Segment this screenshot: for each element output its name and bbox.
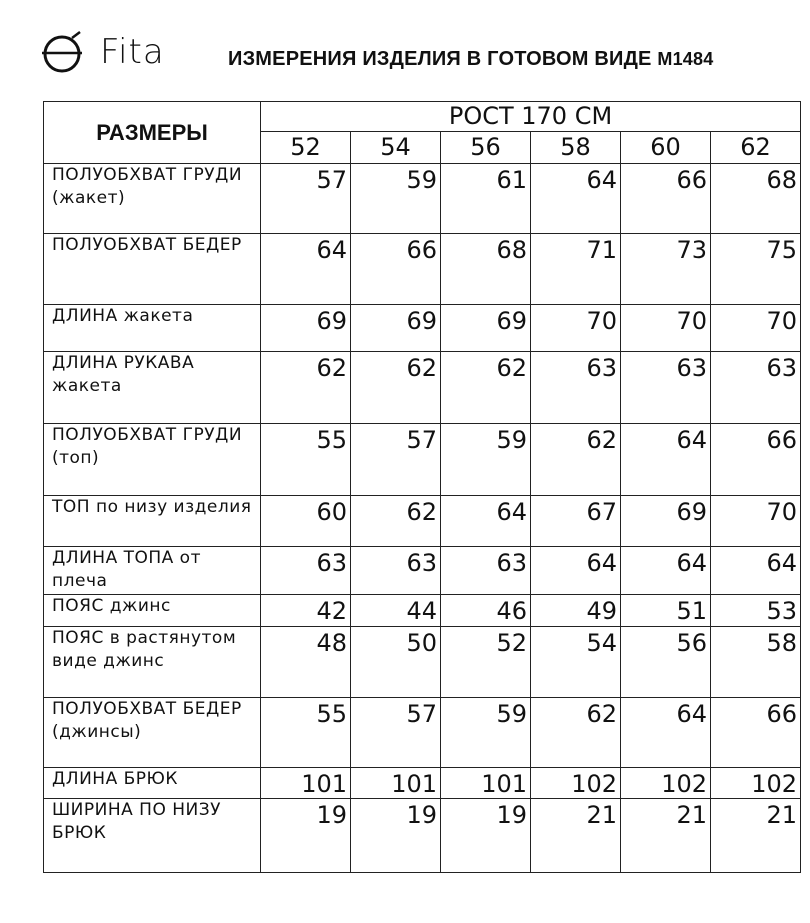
measurement-value: 102 [621, 768, 711, 799]
brand-logo [42, 28, 192, 78]
measurement-value: 44 [351, 595, 441, 627]
measurement-value: 70 [711, 305, 801, 352]
measurement-value: 21 [621, 799, 711, 873]
measurement-label: ПОЛУОБХВАТ ГРУДИ (топ) [44, 424, 261, 496]
model-code: М1484 [657, 49, 714, 69]
measurement-value: 102 [531, 768, 621, 799]
measurement-value: 59 [441, 698, 531, 768]
measurement-value: 57 [351, 424, 441, 496]
measurement-value: 66 [621, 164, 711, 234]
measurement-value: 19 [441, 799, 531, 873]
table-row [44, 234, 801, 305]
table-row [44, 547, 801, 595]
measurement-value: 64 [531, 164, 621, 234]
measurement-value: 70 [711, 496, 801, 547]
table-row [44, 768, 801, 799]
measurement-value: 69 [261, 305, 351, 352]
measurement-value: 60 [261, 496, 351, 547]
measurement-value: 21 [711, 799, 801, 873]
header-row-group [44, 102, 801, 132]
measurement-value: 56 [621, 627, 711, 698]
measurement-value: 64 [711, 547, 801, 595]
measurement-value: 61 [441, 164, 531, 234]
corner-label: РАЗМЕРЫ [44, 102, 261, 164]
measurement-value: 69 [441, 305, 531, 352]
measurement-value: 75 [711, 234, 801, 305]
measurement-value: 58 [711, 627, 801, 698]
fita-logo-icon [42, 30, 96, 76]
measurement-value: 64 [441, 496, 531, 547]
measurement-label: ДЛИНА БРЮК [44, 768, 261, 799]
measurement-value: 55 [261, 424, 351, 496]
measurement-label: ПОЛУОБХВАТ БЕДЕР [44, 234, 261, 305]
measurement-value: 62 [261, 352, 351, 424]
measurement-value: 70 [621, 305, 711, 352]
measurement-value: 66 [711, 698, 801, 768]
measurement-label: ДЛИНА жакета [44, 305, 261, 352]
measurement-value: 19 [261, 799, 351, 873]
document-title [228, 48, 713, 71]
measurement-value: 51 [621, 595, 711, 627]
size-header: 60 [621, 132, 711, 164]
measurement-label: ТОП по низу изделия [44, 496, 261, 547]
measurement-value: 46 [441, 595, 531, 627]
title-main: ИЗМЕРЕНИЯ ИЗДЕЛИЯ В ГОТОВОМ ВИДЕ [228, 48, 652, 70]
table-row [44, 496, 801, 547]
measurement-value: 68 [441, 234, 531, 305]
measurement-label: ПОЯС джинс [44, 595, 261, 627]
size-header: 52 [261, 132, 351, 164]
table-row [44, 352, 801, 424]
measurement-value: 63 [531, 352, 621, 424]
measurement-value: 48 [261, 627, 351, 698]
measurement-label: ШИРИНА ПО НИЗУ БРЮК [44, 799, 261, 873]
measurement-value: 62 [531, 424, 621, 496]
measurement-value: 73 [621, 234, 711, 305]
brand-name: Fita [100, 32, 165, 72]
table-row [44, 627, 801, 698]
measurement-value: 63 [261, 547, 351, 595]
measurement-value: 53 [711, 595, 801, 627]
measurement-value: 19 [351, 799, 441, 873]
size-chart-table [43, 101, 801, 873]
measurement-value: 62 [441, 352, 531, 424]
measurement-label: ДЛИНА РУКАВА жакета [44, 352, 261, 424]
measurement-value: 63 [441, 547, 531, 595]
measurement-value: 64 [621, 698, 711, 768]
measurement-value: 63 [351, 547, 441, 595]
table-row [44, 799, 801, 873]
measurement-value: 64 [621, 547, 711, 595]
measurement-value: 102 [711, 768, 801, 799]
measurement-value: 64 [261, 234, 351, 305]
measurement-value: 49 [531, 595, 621, 627]
measurement-value: 55 [261, 698, 351, 768]
measurement-value: 101 [351, 768, 441, 799]
table-row [44, 424, 801, 496]
measurement-value: 63 [711, 352, 801, 424]
height-group-label: РОСТ 170 СМ [261, 102, 801, 132]
measurement-value: 54 [531, 627, 621, 698]
size-header: 56 [441, 132, 531, 164]
measurement-value: 52 [441, 627, 531, 698]
measurement-value: 69 [621, 496, 711, 547]
table-row [44, 305, 801, 352]
measurement-label: ПОЛУОБХВАТ БЕДЕР (джинсы) [44, 698, 261, 768]
measurement-value: 71 [531, 234, 621, 305]
measurement-value: 57 [261, 164, 351, 234]
measurement-value: 62 [351, 496, 441, 547]
measurement-value: 67 [531, 496, 621, 547]
size-header: 58 [531, 132, 621, 164]
size-header: 54 [351, 132, 441, 164]
measurement-value: 42 [261, 595, 351, 627]
size-header: 62 [711, 132, 801, 164]
table-row [44, 595, 801, 627]
table-row [44, 698, 801, 768]
measurement-value: 64 [531, 547, 621, 595]
measurement-value: 59 [351, 164, 441, 234]
measurement-value: 66 [711, 424, 801, 496]
measurement-value: 50 [351, 627, 441, 698]
measurement-value: 62 [531, 698, 621, 768]
measurement-label: ДЛИНА ТОПА от плеча [44, 547, 261, 595]
measurement-value: 70 [531, 305, 621, 352]
measurement-value: 62 [351, 352, 441, 424]
measurement-value: 101 [261, 768, 351, 799]
measurement-value: 68 [711, 164, 801, 234]
measurement-value: 64 [621, 424, 711, 496]
measurement-label: ПОЯС в растянутом виде джинс [44, 627, 261, 698]
measurement-label: ПОЛУОБХВАТ ГРУДИ (жакет) [44, 164, 261, 234]
measurement-value: 21 [531, 799, 621, 873]
measurement-value: 101 [441, 768, 531, 799]
measurement-value: 66 [351, 234, 441, 305]
measurement-value: 69 [351, 305, 441, 352]
measurement-value: 63 [621, 352, 711, 424]
table-row [44, 164, 801, 234]
measurement-value: 57 [351, 698, 441, 768]
measurement-value: 59 [441, 424, 531, 496]
